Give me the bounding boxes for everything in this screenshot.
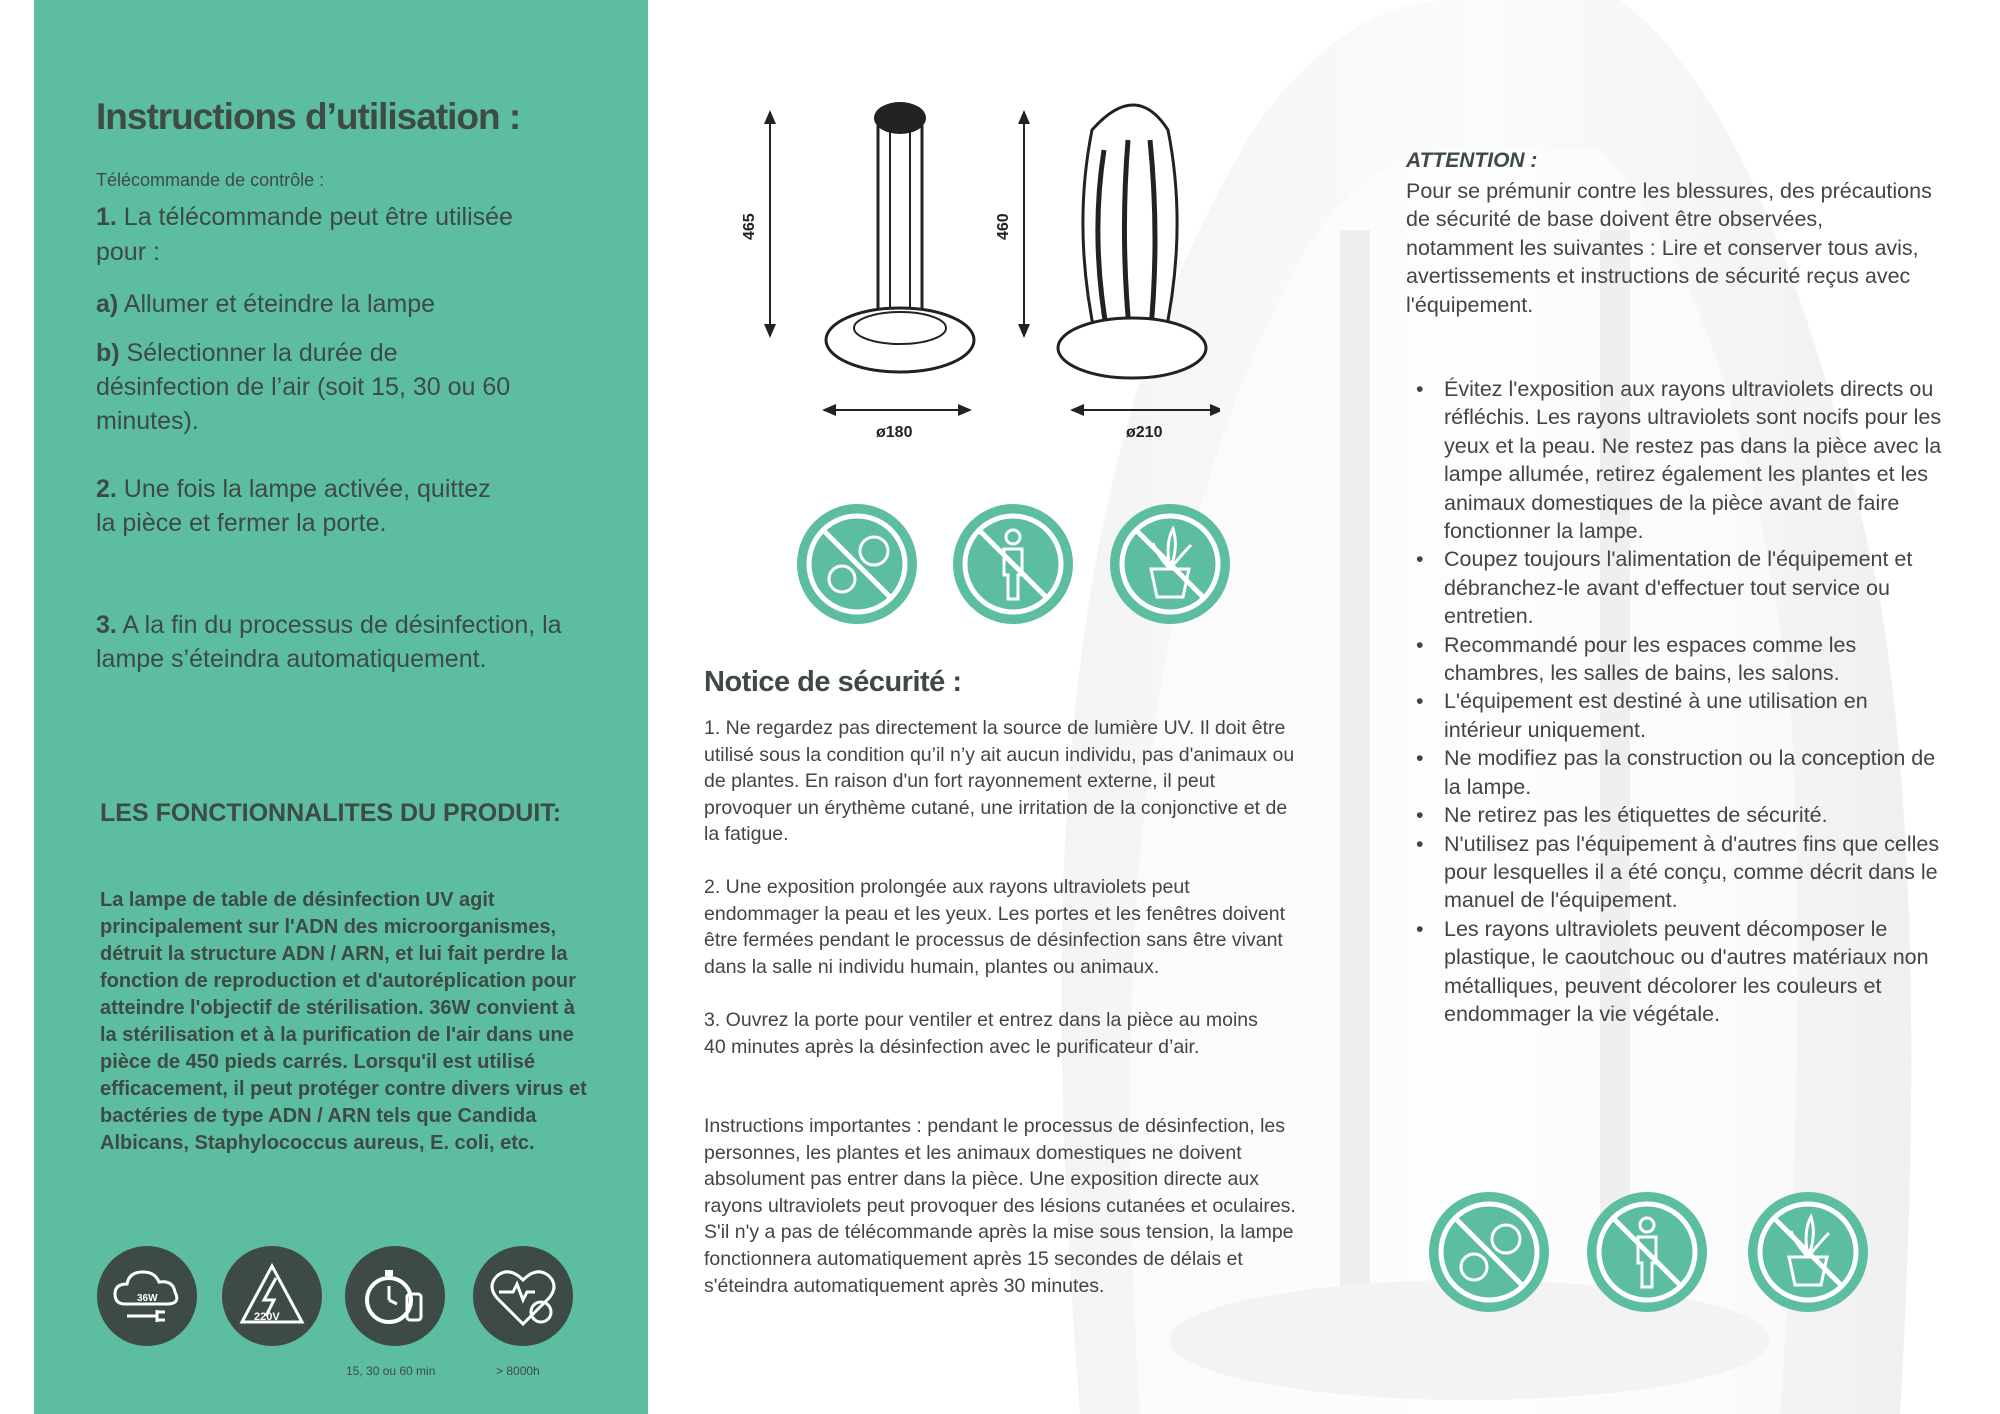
instructions-title: Instructions d’utilisation :	[96, 96, 521, 137]
voltage-label: 220V	[254, 1311, 280, 1323]
lifetime-caption: > 8000h	[496, 1364, 540, 1378]
list-item: • Évitez l'exposition aux rayons ultraviolets directs ou réfléchis. Les rayons ultraviolets sont nocifs pour les yeux et la peau. Ne restez pas dans la pièce avec la lampe allumée, retirez également les plantes et les animaux domestiques de la pièce avant de faire fonctionner la lampe.	[1416, 375, 1946, 545]
list-item: • Coupez toujours l'alimentation de l'équipement et débranchez-le avant d'effectuer tout service ou entretien.	[1416, 545, 1946, 630]
wattage-label: 36W	[137, 1293, 158, 1304]
heart-clock-icon	[473, 1246, 573, 1346]
attention-list	[1416, 375, 1946, 1028]
no-person-icon	[952, 503, 1074, 625]
step-3: 3. A la fin du processus de désinfection, la lampe s’éteindra automatiquement.	[96, 611, 562, 673]
safety-item-3: 3. Ouvrez la porte pour ventiler et entrez dans la pièce au moins 40 minutes après la désinfection avec le purificateur d’air.	[704, 1009, 1258, 1058]
list-item: • N'utilisez pas l'équipement à d'autres fins que celles pour lesquelles il a été conçu, comme décrit dans le manuel de l'équipement.	[1416, 830, 1946, 915]
features-text: La lampe de table de désinfection UV agit principalement sur l'ADN des microorganismes, détruit la structure ADN / ARN, et lui fait perdre la fonction de reproduction et d'autoréplication pour atteindre l'objectif de stérilisation. 36W convient à la stérilisation et à la purification de l'air dans une pièce de 450 pieds carrés. Lorsqu'il est utilisé efficacement, il peut protéger contre divers virus et bactéries de type ADN / ARN tels que Candida Albicans, Staphylococcus aureus, E. coli, etc.	[100, 889, 587, 1154]
timer-remote-icon	[345, 1246, 445, 1346]
list-item: • Ne retirez pas les étiquettes de sécurité.	[1416, 801, 1946, 829]
safety-title: Notice de sécurité :	[704, 666, 962, 698]
step-1a: a) Allumer et éteindre la lampe	[96, 290, 436, 318]
lamp1-diameter-label: ø180	[876, 424, 913, 441]
lamp2-height-label: 460	[995, 213, 1012, 240]
features-title: LES FONCTIONNALITES DU PRODUIT:	[100, 799, 562, 827]
safety-item-2: 2. Une exposition prolongée aux rayons ultraviolets peut endommager la peau et les yeux. Les portes et les fenêtres doivent être fermées pendant le processus de désinfection sans être vivant dans la salle ni individu humain, plantes ou animaux.	[704, 876, 1286, 978]
important-instructions: Instructions importantes : pendant le processus de désinfection, les personnes, les plantes et les animaux domestiques ne doivent absolument pas entrer dans la pièce. Une exposition directe aux rayons ultraviolets peut provoquer des lésions cutanées et oculaires. S'il n'y a pas de télécommande après la mise sous tension, la lampe fonctionnera automatiquement après 15 secondes de délais et s'éteindra automatiquement après 30 minutes.	[704, 1115, 1296, 1297]
step-2: 2. Une fois la lampe activée, quittez la pièce et fermer la porte.	[96, 475, 491, 537]
attention-title: ATTENTION :	[1406, 149, 1538, 172]
no-plants-icon	[1747, 1191, 1869, 1313]
step-1b: b) Sélectionner la durée de désinfection de l’air (soit 15, 30 ou 60 minutes).	[96, 339, 511, 435]
lamp2-diameter-label: ø210	[1126, 424, 1163, 441]
list-item: • Ne modifiez pas la construction ou la conception de la lampe.	[1416, 744, 1946, 801]
no-plants-icon	[1109, 503, 1231, 625]
list-item: • Recommandé pour les espaces comme les chambres, les salles de bains, les salons.	[1416, 631, 1946, 688]
step-1: 1. La télécommande peut être utilisée pour :	[96, 203, 513, 266]
remote-label: Télécommande de contrôle :	[96, 170, 325, 190]
attention-intro: Pour se prémunir contre les blessures, des précautions de sécurité de base doivent être observées, notamment les suivantes : Lire et conserver tous avis, avertissements et instructions de sécurité reçus avec l'équipement.	[1406, 179, 1932, 317]
cloud-plug-icon	[97, 1246, 197, 1346]
no-pets-icon	[1428, 1191, 1550, 1313]
lamp-dimension-diagram	[740, 80, 1220, 450]
lamp1-height-label: 465	[741, 213, 758, 240]
list-item: • L'équipement est destiné à une utilisation en intérieur uniquement.	[1416, 687, 1946, 744]
voltage-warning-icon	[222, 1246, 322, 1346]
no-pets-icon	[796, 503, 918, 625]
no-person-icon	[1586, 1191, 1708, 1313]
list-item: • Les rayons ultraviolets peuvent décomposer le plastique, le caoutchouc ou d'autres matériaux non métalliques, peuvent décolorer les couleurs et endommager la vie végétale.	[1416, 915, 1946, 1029]
safety-item-1: 1. Ne regardez pas directement la source de lumière UV. Il doit être utilisé sous la condition qu’il n’y ait aucun individu, pas d'animaux ou de plantes. En raison d'un fort rayonnement externe, il peut provoquer un érythème cutané, une irritation de la conjonctive et de la fatigue.	[704, 717, 1295, 846]
timer-caption: 15, 30 ou 60 min	[346, 1364, 436, 1378]
